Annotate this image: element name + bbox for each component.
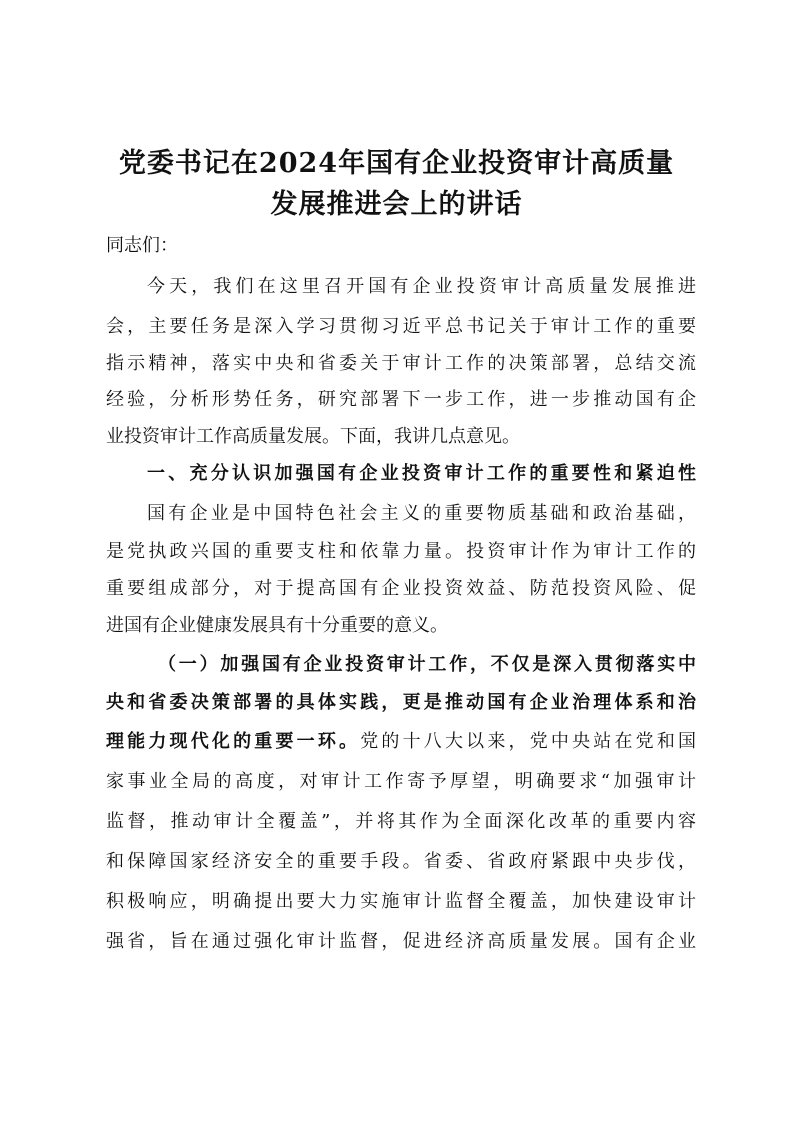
subsection-line: 央和省委决策部署的具体实践，更是推动国有企业治理体系和治 <box>106 692 696 713</box>
intro-line: 今天，我们在这里召开国有企业投资审计高质量发展推进 <box>147 276 696 297</box>
section-paragraph-line: 国有企业是中国特色社会主义的重要物质基础和政治基础， <box>147 503 696 524</box>
intro-line: 指示精神，落实中央和省委关于审计工作的决策部署，总结交流 <box>106 353 696 374</box>
subsection-line <box>106 733 696 751</box>
subsection-line: 监督，推动审计全覆盖”，并将其作为全面深化改革的重要内容 <box>106 811 696 832</box>
salutation: 同志们： <box>106 235 178 256</box>
section-heading: 一、充分认识加强国有企业投资审计工作的重要性和紧迫性 <box>147 463 696 484</box>
subsection-line: 积极响应，明确提出要大力实施审计监督全覆盖，加快建设审计 <box>106 891 696 912</box>
document-title-line-1: 党委书记在2024年国有企业投资审计高质量 <box>118 148 675 179</box>
intro-line: 业投资审计工作高质量发展。下面，我讲几点意见。 <box>106 426 520 447</box>
subsection-text: 党的十八大以来，党中央站在党和国 <box>360 731 697 752</box>
section-paragraph-line: 重要组成部分，对于提高国有企业投资效益、防范投资风险、促 <box>106 578 696 599</box>
section-paragraph-line: 进国有企业健康发展具有十分重要的意义。 <box>106 615 448 636</box>
intro-line: 经验，分析形势任务，研究部署下一步工作，进一步推动国有企 <box>106 389 696 410</box>
subsection-line: 家事业全局的高度，对审计工作寄予厚望，明确要求“加强审计 <box>106 771 696 792</box>
subsection-line: 强省，旨在通过强化审计监督，促进经济高质量发展。国有企业 <box>106 931 696 952</box>
subsection-bold-phrase: 理能力现代化的重要一环。 <box>106 731 361 752</box>
section-paragraph-line: 是党执政兴国的重要支柱和依靠力量。投资审计作为审计工作的 <box>106 541 696 562</box>
subsection-line: 和保障国家经济安全的重要手段。省委、省政府紧跟中央步伐， <box>106 851 696 872</box>
intro-line: 会，主要任务是深入学习贯彻习近平总书记关于审计工作的重要 <box>106 316 696 337</box>
document-title-line-2: 发展推进会上的讲话 <box>270 189 523 220</box>
subsection-line: （一）加强国有企业投资审计工作，不仅是深入贯彻落实中 <box>158 654 696 675</box>
